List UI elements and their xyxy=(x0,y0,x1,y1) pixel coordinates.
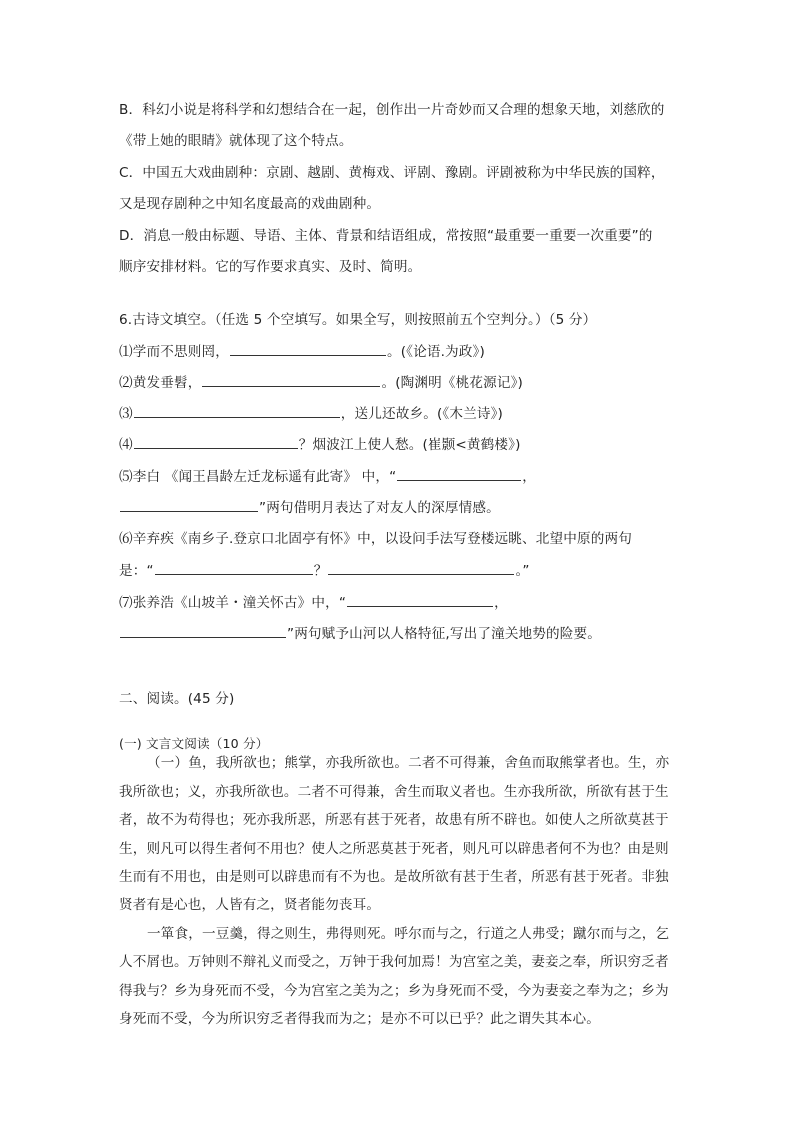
fill-item-7 xyxy=(119,592,508,613)
fill-item-7-suffix: ， xyxy=(494,595,508,611)
fill-item-7-prefix: ⑺张养浩《山坡羊・潼关怀古》中，“ xyxy=(119,595,347,611)
passage-para1-line-6: 贤者有是心也，人皆有之，贤者能勿丧耳。 xyxy=(119,897,381,913)
fill-item-7-cont-suffix: ”两句赋予山河以人格特征,写出了潼关地势的险要。 xyxy=(287,626,602,642)
fill-item-3 xyxy=(119,403,503,424)
fill-item-2-prefix: ⑵黄发垂髫， xyxy=(119,375,202,391)
option-c-line-2: 又是现存剧种之中知名度最高的戏曲剧种。 xyxy=(119,196,381,212)
passage-para2-line-4: 身死而不受，今为所识穷乏者得我而为之；是亦不可以已乎？此之谓失其本心。 xyxy=(119,1011,601,1027)
answer-blank-6a[interactable] xyxy=(155,560,313,575)
fill-item-1 xyxy=(119,341,485,362)
fill-item-4-suffix: ？烟波江上使人愁。(崔颢<黄鹤楼》) xyxy=(298,437,521,453)
answer-blank-7b[interactable] xyxy=(120,623,286,638)
answer-blank-2[interactable] xyxy=(202,372,380,387)
passage-para1-line-4: 生，则凡可以得生者何不用也？使人之所恶莫甚于死者，则凡可以辟患者何不为也？由是则 xyxy=(119,841,669,857)
option-d-line-1: D．消息一般由标题、导语、主体、背景和结语组成，常按照“最重要一重要一次重要”的 xyxy=(119,228,653,244)
answer-blank-3[interactable] xyxy=(134,403,340,418)
fill-item-6-cont-mid: ？ xyxy=(313,563,328,579)
passage-para1-line-5: 生而有不用也，由是则可以辟患而有不为也。是故所欲有甚于生者，所恶有甚于死者。非独 xyxy=(119,869,669,885)
passage-para2-line-2: 人不屑也。万钟则不辩礼义而受之，万钟于我何加焉！为宫室之美，妻妾之奉，所识穷乏者 xyxy=(119,954,669,970)
passage-para1-line-1: （一）鱼，我所欲也；熊掌，亦我所欲也。二者不可得兼，舍鱼而取熊掌者也。生，亦 xyxy=(147,755,670,771)
fill-item-6-cont-prefix: 是：“ xyxy=(119,563,154,579)
fill-item-5-cont xyxy=(119,497,500,518)
passage-para1-line-2: 我所欲也；义，亦我所欲也。二者不可得兼，舍生而取义者也。生亦我所欲，所欲有甚于生 xyxy=(119,784,669,800)
option-b-line-2: 《带上她的眼睛》就体现了这个特点。 xyxy=(119,133,353,149)
answer-blank-4[interactable] xyxy=(134,434,298,449)
fill-item-3-suffix: ，送儿还故乡。(《木兰诗》) xyxy=(340,406,503,422)
section-2-title: 二、阅读。(45 分) xyxy=(119,691,235,707)
answer-blank-6b[interactable] xyxy=(328,560,514,575)
fill-item-6: ⑹辛弃疾《南乡子.登京口北固亭有怀》中，以设问手法写登楼远眺、北望中原的两句 xyxy=(119,531,632,547)
fill-item-7-cont xyxy=(119,623,601,644)
fill-item-4 xyxy=(119,434,521,455)
fill-item-1-suffix: 。(《论语.为政》) xyxy=(386,344,485,360)
subsection-title: (一) 文言文阅读（10 分） xyxy=(119,736,269,751)
answer-blank-5b[interactable] xyxy=(120,497,258,512)
fill-item-3-prefix: ⑶ xyxy=(119,406,133,422)
answer-blank-1[interactable] xyxy=(230,341,386,356)
fill-item-4-prefix: ⑷ xyxy=(119,437,133,453)
fill-item-5-cont-suffix: ”两句借明月表达了对友人的深厚情感。 xyxy=(259,500,500,516)
option-b-line-1: B．科幻小说是将科学和幻想结合在一起，创作出一片奇妙而又合理的想象天地，刘慈欣的 xyxy=(119,102,665,118)
fill-item-5 xyxy=(119,466,536,487)
fill-item-5-suffix: ， xyxy=(522,469,537,485)
fill-item-1-prefix: ⑴学而不思则罔， xyxy=(119,344,229,360)
option-c-line-1: C．中国五大戏曲剧种：京剧、越剧、黄梅戏、评剧、豫剧。评剧被称为中华民族的国粹， xyxy=(119,165,665,181)
fill-item-2-suffix: 。(陶渊明《桃花源记》) xyxy=(381,375,524,391)
option-d-line-2: 顺序安排材料。它的写作要求真实、及时、简明。 xyxy=(119,259,422,275)
fill-item-2 xyxy=(119,372,523,393)
fill-item-6-cont xyxy=(119,560,530,581)
question-6-title: 6.古诗文填空。（任选 5 个空填写。如果全写，则按照前五个空判分。）（5 分） xyxy=(119,312,597,328)
answer-blank-7a[interactable] xyxy=(347,592,493,607)
passage-para2-line-3: 得我与？乡为身死而不受，今为宫室之美为之；乡为身死而不受，今为妻妾之奉为之；乡为 xyxy=(119,983,669,999)
passage-para2-line-1: 一箪食，一豆羹，得之则生，弗得则死。呼尔而与之，行道之人弗受；蹴尔而与之，乞 xyxy=(147,926,670,942)
answer-blank-5a[interactable] xyxy=(397,466,521,481)
passage-para1-line-3: 者，故不为苟得也；死亦我所恶，所恶有甚于死者，故患有所不辟也。如使人之所欲莫甚于 xyxy=(119,812,669,828)
fill-item-6-cont-suffix: 。” xyxy=(515,563,530,579)
fill-item-5-prefix: ⑸李白 《闻王昌龄左迁龙标遥有此寄》 中，“ xyxy=(119,469,397,485)
